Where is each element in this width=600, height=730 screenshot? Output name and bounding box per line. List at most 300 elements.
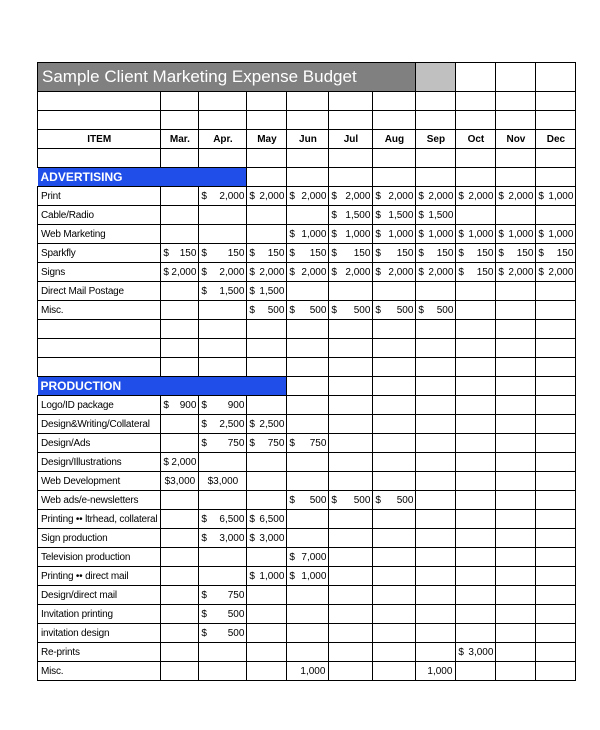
dollar-sign: $ — [498, 247, 504, 259]
amount-cell — [496, 453, 536, 472]
amount-cell — [373, 605, 416, 624]
amount-cell — [287, 453, 329, 472]
amount-value: 2,000 — [259, 266, 285, 278]
amount-cell — [247, 548, 287, 567]
dollar-sign: $ — [498, 190, 504, 202]
amount-cell — [287, 510, 329, 529]
amount-plain — [496, 662, 536, 681]
advertising-section-header: ADVERTISING — [38, 168, 247, 187]
empty-cell — [161, 358, 199, 377]
amount-cell — [329, 529, 373, 548]
amount-cell — [416, 624, 456, 643]
table-row — [38, 434, 576, 453]
dollar-sign: $ — [249, 437, 255, 449]
item-label: invitation design — [38, 624, 161, 643]
dollar-sign: $ — [249, 418, 255, 430]
amount-cell — [161, 206, 199, 225]
dollar-sign: $ — [201, 190, 207, 202]
amount-value: 150 — [556, 247, 574, 259]
table-row — [38, 548, 576, 567]
table-row — [38, 301, 576, 320]
amount-cell — [456, 567, 496, 586]
amount-value: 1,000 — [548, 228, 574, 240]
dollar-sign: $ — [375, 209, 381, 221]
dollar-sign: $ — [375, 190, 381, 202]
amount-cell — [161, 453, 199, 472]
amount-cell — [456, 301, 496, 320]
amount-cell — [247, 453, 287, 472]
amount-cell — [161, 491, 199, 510]
item-label: Web Development — [38, 472, 161, 491]
amount-value: 2,000 — [388, 190, 414, 202]
amount-cell — [161, 586, 199, 605]
spacer-row — [38, 111, 576, 130]
table-row — [38, 282, 576, 301]
empty-cell — [161, 320, 199, 339]
empty-cell — [329, 377, 373, 396]
header-month: Nov — [496, 130, 536, 149]
amount-cell — [287, 567, 329, 586]
amount-plain — [536, 662, 576, 681]
amount-cell — [373, 244, 416, 263]
amount-cell — [536, 415, 576, 434]
empty-cell — [456, 358, 496, 377]
empty-cell — [161, 339, 199, 358]
item-label: Web Marketing — [38, 225, 161, 244]
amount-cell — [199, 624, 247, 643]
amount-value: 750 — [309, 437, 327, 449]
amount-cell — [416, 510, 456, 529]
production-section-row — [38, 377, 576, 396]
dollar-sign: $ — [289, 551, 295, 563]
empty-cell — [456, 377, 496, 396]
dollar-sign: $ — [331, 494, 337, 506]
empty-cell — [287, 377, 329, 396]
amount-plain — [456, 662, 496, 681]
empty-cell — [247, 339, 287, 358]
dollar-sign: $ — [289, 494, 295, 506]
empty-cell — [373, 320, 416, 339]
amount-value: 2,000 — [345, 266, 371, 278]
dollar-sign: $ — [331, 304, 337, 316]
amount-cell — [373, 624, 416, 643]
amount-cell — [456, 282, 496, 301]
spacer-row — [38, 92, 576, 111]
amount-value: 1,000 — [428, 228, 454, 240]
dollar-sign: $ — [249, 304, 255, 316]
item-label: Sign production — [38, 529, 161, 548]
amount-cell — [329, 396, 373, 415]
dollar-sign: $ — [418, 247, 424, 259]
dollar-sign: $ — [331, 209, 337, 221]
item-label: Print — [38, 187, 161, 206]
amount-cell — [329, 415, 373, 434]
header-month: Jul — [329, 130, 373, 149]
empty-cell — [373, 92, 416, 111]
dollar-sign: $ — [201, 532, 207, 544]
amount-cell — [373, 453, 416, 472]
amount-cell — [416, 263, 456, 282]
amount-cell — [416, 605, 456, 624]
amount-cell — [373, 548, 416, 567]
amount-value: 500 — [309, 494, 327, 506]
amount-value: 1,000 — [388, 228, 414, 240]
amount-cell — [329, 510, 373, 529]
amount-cell — [287, 415, 329, 434]
amount-value: 2,000 — [219, 190, 245, 202]
amount-value: 2,000 — [508, 266, 534, 278]
amount-cell — [456, 244, 496, 263]
amount-cell — [536, 643, 576, 662]
table-row — [38, 567, 576, 586]
amount-cell — [496, 396, 536, 415]
dollar-sign: $ — [249, 532, 255, 544]
amount-value: 500 — [227, 627, 245, 639]
amount-cell — [199, 510, 247, 529]
amount-value: 900 — [179, 399, 197, 411]
amount-cell — [536, 434, 576, 453]
amount-cell — [329, 643, 373, 662]
empty-cell — [329, 358, 373, 377]
amount-value: 2,000 — [301, 190, 327, 202]
amount-cell — [536, 529, 576, 548]
amount-cell — [536, 206, 576, 225]
amount-cell — [329, 624, 373, 643]
amount-cell — [416, 434, 456, 453]
header-month: Sep — [416, 130, 456, 149]
amount-value: 900 — [227, 399, 245, 411]
amount-cell — [287, 225, 329, 244]
empty-cell — [373, 111, 416, 130]
amount-value: 150 — [476, 266, 494, 278]
amount-value: 150 — [179, 247, 197, 259]
item-label: Misc. — [38, 662, 161, 681]
amount-plain — [329, 662, 373, 681]
dollar-sign: $ — [331, 190, 337, 202]
amount-cell — [373, 567, 416, 586]
amount-value: 1,000 — [301, 228, 327, 240]
amount-cell — [496, 225, 536, 244]
amount-cell — [373, 396, 416, 415]
dollar-sign: $ — [289, 228, 295, 240]
dollar-sign: $ — [289, 437, 295, 449]
amount-cell — [496, 643, 536, 662]
amount-plain — [247, 662, 287, 681]
empty-cell — [416, 149, 456, 168]
amount-cell — [247, 225, 287, 244]
amount-cell — [247, 624, 287, 643]
empty-cell — [496, 63, 536, 92]
empty-cell — [416, 168, 456, 187]
empty-cell — [536, 339, 576, 358]
dollar-sign: $ — [163, 247, 169, 259]
amount-cell — [416, 396, 456, 415]
empty-cell — [373, 472, 416, 491]
amount-cell — [329, 206, 373, 225]
dollar-sign: $ — [498, 228, 504, 240]
amount-cell — [329, 453, 373, 472]
amount-cell — [496, 434, 536, 453]
amount-cell — [247, 206, 287, 225]
table-row — [38, 605, 576, 624]
empty-cell — [199, 358, 247, 377]
amount-value: 2,000 — [259, 190, 285, 202]
empty-cell — [38, 358, 161, 377]
amount-plain: $3,000 — [199, 472, 247, 491]
amount-cell — [161, 301, 199, 320]
amount-cell — [456, 529, 496, 548]
dollar-sign: $ — [249, 266, 255, 278]
budget-spreadsheet — [37, 62, 576, 681]
dollar-sign: $ — [249, 513, 255, 525]
item-label: Direct Mail Postage — [38, 282, 161, 301]
empty-cell — [287, 358, 329, 377]
dollar-sign: $ — [458, 228, 464, 240]
amount-cell — [329, 605, 373, 624]
amount-value: 150 — [227, 247, 245, 259]
amount-cell — [496, 415, 536, 434]
amount-cell — [161, 567, 199, 586]
amount-cell — [373, 586, 416, 605]
dollar-sign: $ — [458, 247, 464, 259]
amount-cell — [416, 453, 456, 472]
amount-cell — [287, 586, 329, 605]
empty-cell — [416, 472, 456, 491]
dollar-sign: $ — [375, 304, 381, 316]
dollar-sign: $ — [418, 228, 424, 240]
empty-cell — [38, 92, 161, 111]
empty-cell — [329, 111, 373, 130]
amount-cell — [247, 586, 287, 605]
dollar-sign: $ — [418, 304, 424, 316]
amount-cell — [536, 301, 576, 320]
amount-cell — [161, 187, 199, 206]
amount-cell — [456, 510, 496, 529]
amount-cell — [373, 301, 416, 320]
dollar-sign: $ — [289, 190, 295, 202]
amount-value: 150 — [476, 247, 494, 259]
amount-cell — [496, 548, 536, 567]
dollar-sign: $ — [418, 266, 424, 278]
amount-value: 150 — [436, 247, 454, 259]
empty-cell — [496, 320, 536, 339]
amount-cell — [199, 415, 247, 434]
amount-cell — [536, 225, 576, 244]
advertising-section-row — [38, 168, 576, 187]
empty-cell — [161, 92, 199, 111]
dollar-sign: $ — [249, 285, 255, 297]
amount-value: 2,000 — [345, 190, 371, 202]
amount-cell — [247, 491, 287, 510]
empty-cell — [247, 111, 287, 130]
table-row — [38, 491, 576, 510]
amount-cell — [536, 187, 576, 206]
amount-cell — [329, 244, 373, 263]
amount-cell — [496, 491, 536, 510]
amount-cell — [416, 491, 456, 510]
amount-cell — [373, 225, 416, 244]
empty-cell — [373, 168, 416, 187]
dollar-sign: $ — [375, 228, 381, 240]
amount-value: 2,000 — [301, 266, 327, 278]
amount-value: 500 — [396, 304, 414, 316]
item-label: Misc. — [38, 301, 161, 320]
amount-cell — [536, 548, 576, 567]
amount-cell — [456, 263, 496, 282]
amount-cell — [496, 567, 536, 586]
production-section-header: PRODUCTION — [38, 377, 287, 396]
empty-cell — [329, 320, 373, 339]
amount-cell — [247, 396, 287, 415]
empty-cell — [329, 149, 373, 168]
item-label: Cable/Radio — [38, 206, 161, 225]
amount-cell — [456, 624, 496, 643]
amount-cell — [536, 605, 576, 624]
dollar-sign: $ — [249, 247, 255, 259]
amount-value: 750 — [267, 437, 285, 449]
amount-value: 150 — [353, 247, 371, 259]
item-label: Sparkfly — [38, 244, 161, 263]
amount-cell — [456, 548, 496, 567]
amount-cell — [287, 206, 329, 225]
amount-cell — [247, 415, 287, 434]
amount-cell — [161, 396, 199, 415]
empty-cell — [456, 472, 496, 491]
amount-cell — [287, 301, 329, 320]
empty-cell — [456, 339, 496, 358]
dollar-sign: $ — [375, 494, 381, 506]
amount-cell — [199, 548, 247, 567]
empty-cell — [373, 149, 416, 168]
header-month: Apr. — [199, 130, 247, 149]
amount-cell — [161, 643, 199, 662]
item-label: Printing •• ltrhead, collateral — [38, 510, 161, 529]
empty-cell — [416, 358, 456, 377]
amount-value: 500 — [353, 304, 371, 316]
empty-cell — [536, 377, 576, 396]
amount-cell — [456, 643, 496, 662]
amount-cell — [416, 415, 456, 434]
amount-cell — [247, 434, 287, 453]
empty-cell — [536, 472, 576, 491]
spacer-row — [38, 339, 576, 358]
amount-cell — [536, 453, 576, 472]
amount-value: 2,000 — [388, 266, 414, 278]
amount-value: 2,000 — [428, 266, 454, 278]
amount-cell — [416, 206, 456, 225]
amount-cell — [199, 282, 247, 301]
sheet-title: Sample Client Marketing Expense Budget — [38, 63, 416, 92]
empty-cell — [247, 92, 287, 111]
amount-cell — [496, 301, 536, 320]
amount-cell — [329, 491, 373, 510]
header-month: Mar. — [161, 130, 199, 149]
amount-cell — [373, 510, 416, 529]
dollar-sign: $ — [201, 608, 207, 620]
header-month: Aug — [373, 130, 416, 149]
empty-cell — [496, 92, 536, 111]
amount-value: 500 — [396, 494, 414, 506]
empty-cell — [536, 320, 576, 339]
amount-cell — [199, 567, 247, 586]
amount-cell — [329, 225, 373, 244]
amount-value: 3,000 — [259, 532, 285, 544]
amount-cell — [373, 187, 416, 206]
amount-value: 150 — [309, 247, 327, 259]
spacer-row — [38, 358, 576, 377]
amount-value: 2,000 — [548, 266, 574, 278]
empty-cell — [199, 339, 247, 358]
empty-cell — [199, 111, 247, 130]
empty-cell — [247, 168, 287, 187]
empty-cell — [456, 320, 496, 339]
amount-cell — [287, 529, 329, 548]
empty-cell — [161, 149, 199, 168]
table-row — [38, 187, 576, 206]
empty-cell — [496, 149, 536, 168]
amount-cell — [329, 263, 373, 282]
amount-cell — [496, 510, 536, 529]
amount-cell — [199, 434, 247, 453]
amount-cell — [373, 415, 416, 434]
amount-value: 1,000 — [548, 190, 574, 202]
empty-cell — [287, 92, 329, 111]
amount-cell — [287, 396, 329, 415]
dollar-sign: $ — [201, 627, 207, 639]
spacer-row — [38, 149, 576, 168]
amount-value: 1,500 — [259, 285, 285, 297]
amount-cell — [199, 225, 247, 244]
empty-cell — [38, 149, 161, 168]
amount-cell — [161, 548, 199, 567]
amount-cell — [161, 510, 199, 529]
amount-cell — [416, 643, 456, 662]
dollar-sign: $ — [249, 190, 255, 202]
amount-cell — [247, 244, 287, 263]
header-month: Dec — [536, 130, 576, 149]
amount-cell — [287, 491, 329, 510]
empty-cell — [416, 377, 456, 396]
amount-value: 1,500 — [428, 209, 454, 221]
amount-cell — [456, 187, 496, 206]
dollar-sign: $ — [289, 247, 295, 259]
amount-cell — [247, 263, 287, 282]
table-row — [38, 225, 576, 244]
amount-cell — [287, 263, 329, 282]
amount-cell — [199, 187, 247, 206]
dollar-sign: $ — [201, 513, 207, 525]
empty-cell — [247, 472, 287, 491]
amount-cell — [161, 529, 199, 548]
empty-cell — [496, 377, 536, 396]
amount-cell — [456, 415, 496, 434]
dollar-sign: $ — [289, 304, 295, 316]
empty-cell — [536, 111, 576, 130]
amount-value: 500 — [436, 304, 454, 316]
amount-cell — [373, 643, 416, 662]
amount-cell — [373, 263, 416, 282]
item-label: Design/Ads — [38, 434, 161, 453]
amount-cell — [496, 282, 536, 301]
amount-cell — [536, 586, 576, 605]
amount-value: 6,500 — [219, 513, 245, 525]
empty-cell — [373, 358, 416, 377]
amount-cell — [496, 605, 536, 624]
dollar-sign: $ — [458, 190, 464, 202]
dollar-sign: $ — [458, 646, 464, 658]
empty-cell — [287, 339, 329, 358]
empty-cell — [416, 92, 456, 111]
